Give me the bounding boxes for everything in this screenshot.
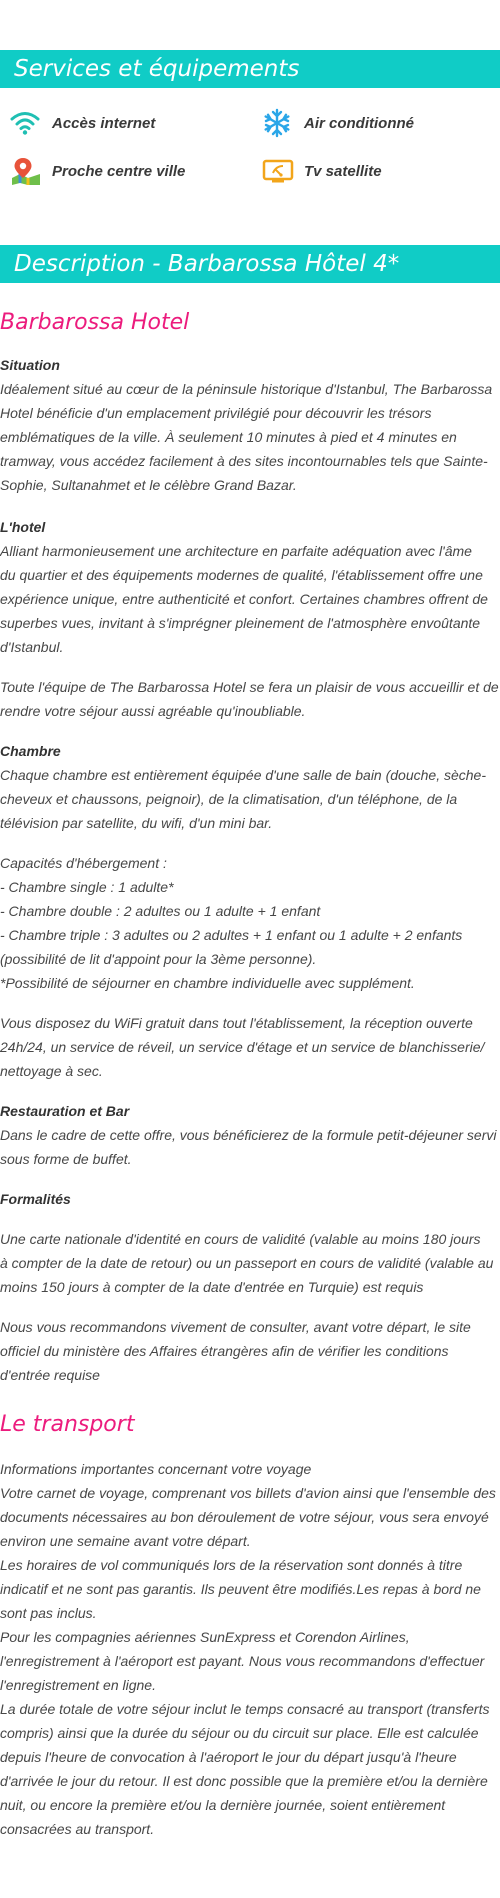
restauration-heading: Restauration et Bar (0, 1103, 130, 1119)
service-item-city-centre (10, 156, 185, 186)
situation-heading: Situation (0, 357, 60, 373)
paragraph-line: d'arrivée le jour du retour. Il est donc possible que la première et/ou la dernière (0, 1773, 488, 1789)
paragraph-line: nettoyage à sec. (0, 1063, 103, 1079)
description-banner (0, 245, 500, 283)
paragraph-line: 24h/24, un service de réveil, un service d'étage et un service de blanchisserie/ (0, 1039, 485, 1055)
paragraph-line: Informations importantes concernant votre voyage (0, 1461, 312, 1477)
advice-paragraph (0, 1315, 500, 1387)
paragraph-line: Toute l'équipe de The Barbarossa Hotel se fera un plaisir de vous accueillir et de (0, 679, 499, 695)
description-title: Description - Barbarossa Hôtel 4* (14, 251, 400, 277)
paragraph-line: du quartier et des équipements modernes de qualité, l'établissement offre une (0, 567, 483, 583)
map-pin-icon (10, 156, 44, 186)
welcome-paragraph (0, 675, 500, 723)
paragraph-line: compris) ainsi que la durée du séjour ou du circuit sur place. Elle est calculée (0, 1725, 479, 1741)
formalites-paragraph (0, 1227, 500, 1299)
paragraph-line: officiel du ministère des Affaires étrangères afin de vérifier les conditions (0, 1343, 449, 1359)
paragraph-line: tramway, vous accédez facilement à des sites incontournables tels que Sainte- (0, 453, 488, 469)
service-item-internet (10, 108, 155, 138)
paragraph-line: l'enregistrement à l'aéroport est payant. Nous vous recommandons d'effectuer (0, 1653, 485, 1669)
wifi-paragraph (0, 1011, 500, 1083)
service-label: Proche centre ville (52, 162, 186, 180)
paragraph-line: Hotel bénéficie d'un emplacement privilégié pour découvrir les trésors (0, 405, 432, 421)
paragraph-line: - Chambre single : 1 adulte* (0, 879, 174, 895)
snowflake-icon (262, 108, 296, 138)
chambre-section (0, 739, 500, 835)
paragraph-line: Pour les compagnies aériennes SunExpress et Corendon Airlines, (0, 1629, 410, 1645)
services-banner (0, 50, 500, 88)
service-item-satellite-tv (262, 156, 382, 186)
transport-paragraph (0, 1457, 500, 1841)
hotel-heading: Barbarossa Hotel (0, 310, 190, 335)
services-title: Services et équipements (14, 56, 300, 82)
paragraph-line: d'entrée requise (0, 1367, 100, 1383)
paragraph-line: nuit, ou encore la première et/ou la dernière journée, soient entièrement (0, 1797, 446, 1813)
service-item-air-conditioning (262, 108, 414, 138)
service-label: Air conditionné (304, 114, 414, 132)
paragraph-line: environ une semaine avant votre départ. (0, 1533, 251, 1549)
paragraph-line: d'Istanbul. (0, 639, 64, 655)
paragraph-line: Nous vous recommandons vivement de consulter, avant votre départ, le site (0, 1319, 471, 1335)
restauration-section (0, 1099, 500, 1171)
paragraph-line: Capacités d'hébergement : (0, 855, 167, 871)
paragraph-line: Idéalement situé au cœur de la péninsule historique d'Istanbul, The Barbarossa (0, 381, 493, 397)
paragraph-line: La durée totale de votre séjour inclut le temps consacré au transport (transferts (0, 1701, 490, 1717)
paragraph-line: Dans le cadre de cette offre, vous bénéficierez de la formule petit-déjeuner servi (0, 1127, 497, 1143)
capacity-paragraph (0, 851, 500, 995)
paragraph-line: Alliant harmonieusement une architecture en parfaite adéquation avec l'âme (0, 543, 472, 559)
situation-section (0, 353, 500, 497)
chambre-heading: Chambre (0, 743, 61, 759)
service-label: Tv satellite (304, 162, 382, 180)
paragraph-line: - Chambre double : 2 adultes ou 1 adulte + 1 enfant (0, 903, 321, 919)
paragraph-line: Votre carnet de voyage, comprenant vos billets d'avion ainsi que l'ensemble des (0, 1485, 496, 1501)
formalites-heading: Formalités (0, 1191, 71, 1207)
paragraph-line: Les horaires de vol communiqués lors de la réservation sont donnés à titre (0, 1557, 463, 1573)
paragraph-line: consacrées au transport. (0, 1821, 155, 1837)
paragraph-line: emblématiques de la ville. À seulement 10 minutes à pied et 4 minutes en (0, 429, 457, 445)
paragraph-line: Chaque chambre est entièrement équipée d'une salle de bain (douche, sèche- (0, 767, 486, 783)
paragraph-line: Sophie, Sultanahmet et le célèbre Grand Bazar. (0, 477, 297, 493)
paragraph-line: documents nécessaires au bon déroulement de votre séjour, vous sera envoyé (0, 1509, 489, 1525)
service-label: Accès internet (52, 114, 156, 132)
hotel-section (0, 515, 500, 659)
paragraph-line: depuis l'heure de convocation à l'aéroport le jour du départ jusqu'à l'heure (0, 1749, 457, 1765)
paragraph-line: Vous disposez du WiFi gratuit dans tout l'établissement, la réception ouverte (0, 1015, 473, 1031)
paragraph-line: télévision par satellite, du wifi, d'un mini bar. (0, 815, 273, 831)
paragraph-line: *Possibilité de séjourner en chambre individuelle avec supplément. (0, 975, 415, 991)
paragraph-line: cheveux et chaussons, peignoir), de la climatisation, d'un téléphone, de la (0, 791, 458, 807)
paragraph-line: l'enregistrement en ligne. (0, 1677, 156, 1693)
paragraph-line: Une carte nationale d'identité en cours de validité (valable au moins 180 jours (0, 1231, 481, 1247)
paragraph-line: - Chambre triple : 3 adultes ou 2 adultes + 1 enfant ou 1 adulte + 2 enfants (0, 927, 463, 943)
paragraph-line: (possibilité de lit d'appoint pour la 3ème personne). (0, 951, 317, 967)
paragraph-line: à compter de la date de retour) ou un passeport en cours de validité (valable au (0, 1255, 494, 1271)
paragraph-line: sous forme de buffet. (0, 1151, 132, 1167)
paragraph-line: expérience unique, entre authenticité et confort. Certaines chambres offrent de (0, 591, 488, 607)
hotel-section-heading: L'hotel (0, 519, 46, 535)
wifi-icon (10, 108, 44, 138)
paragraph-line: rendre votre séjour aussi agréable qu'inoubliable. (0, 703, 306, 719)
paragraph-line: superbes vues, invitant à s'imprégner pleinement de l'atmosphère envoûtante (0, 615, 481, 631)
formalites-heading-block (0, 1187, 500, 1211)
paragraph-line: indicatif et ne sont pas garantis. Ils peuvent être modifiés.Les repas à bord ne (0, 1581, 481, 1597)
paragraph-line: sont pas inclus. (0, 1605, 97, 1621)
transport-heading: Le transport (0, 1412, 135, 1437)
tv-satellite-icon (262, 156, 296, 186)
paragraph-line: moins 150 jours à compter de la date d'entrée en Turquie) est requis (0, 1279, 424, 1295)
